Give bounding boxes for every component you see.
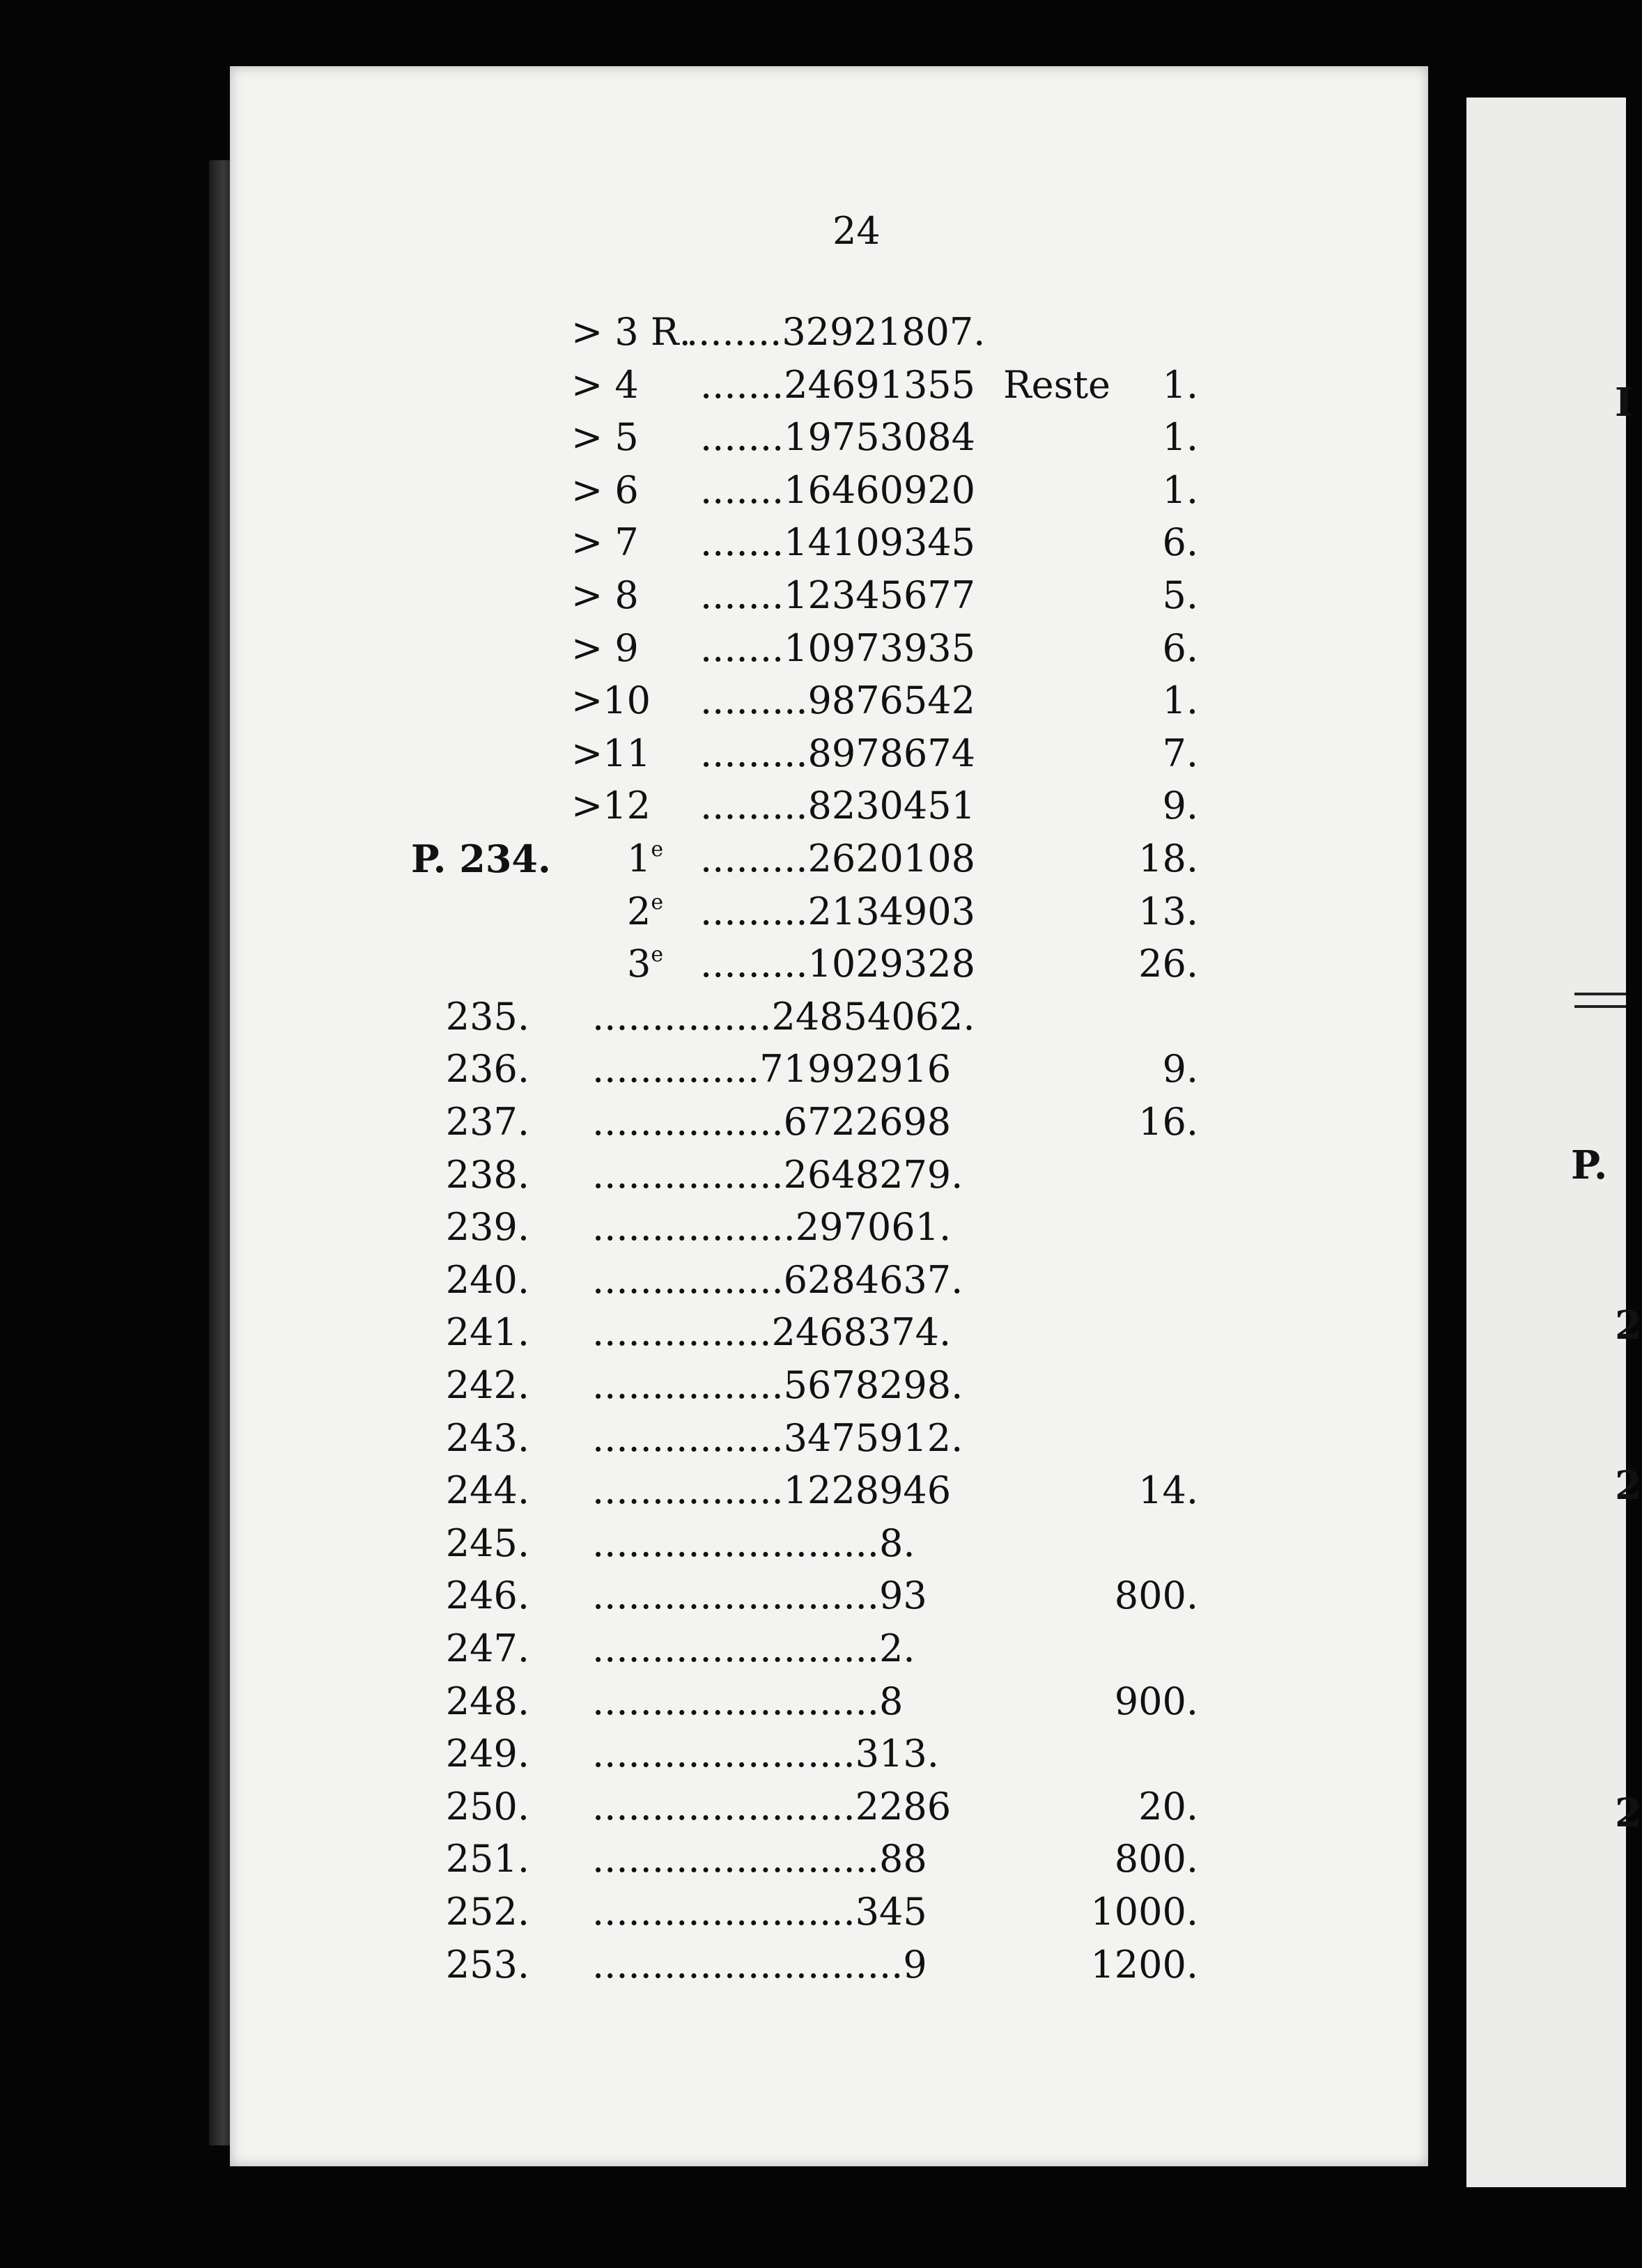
remainder-value: 9. <box>1162 784 1198 828</box>
table-row <box>0 1521 1626 1573</box>
table-row <box>0 626 1626 678</box>
quotient-value: ...............24854062. <box>592 994 975 1039</box>
divisor-label <box>571 626 639 670</box>
table-row <box>0 995 1626 1046</box>
problem-number: 238. <box>445 1152 529 1197</box>
table-row <box>0 1943 1626 1994</box>
quotient-value: .........9876542 <box>700 678 975 723</box>
problem-number: 252. <box>445 1890 529 1934</box>
problem-number: 235. <box>445 994 529 1039</box>
remainder-value: 1000. <box>1090 1890 1198 1934</box>
divisor-text: 3 <box>627 942 651 986</box>
divisor-label <box>571 573 639 617</box>
remainder-value: 13. <box>1138 889 1198 933</box>
remainder-value: 900. <box>1114 1679 1198 1723</box>
table-row <box>0 890 1626 941</box>
problem-number: 241. <box>445 1310 529 1355</box>
ordinal-suffix: e <box>651 942 664 968</box>
problem-number: 249. <box>445 1732 529 1776</box>
divisor-label <box>627 837 663 880</box>
problem-number: 250. <box>445 1784 529 1828</box>
quotient-value: .......16460920 <box>700 467 976 512</box>
divisor-label <box>571 731 651 775</box>
quotient-value: .................297061. <box>592 1205 952 1250</box>
quotient-value: ......................345 <box>592 1890 927 1934</box>
quotient-value: ........32921807. <box>686 310 986 354</box>
table-row <box>0 468 1626 520</box>
divisor-text: > 5 <box>571 415 639 460</box>
table-row <box>0 1732 1626 1783</box>
problem-number: 239. <box>445 1205 529 1250</box>
facing-page-fragment: 2 <box>1615 1303 1642 1349</box>
quotient-value: ........................88 <box>592 1837 927 1881</box>
table-row <box>0 1416 1626 1468</box>
table-row <box>0 1363 1626 1415</box>
table-row <box>0 1047 1626 1098</box>
remainder-value: 6. <box>1162 626 1198 670</box>
facing-page-fragment: 2 <box>1615 1790 1642 1836</box>
facing-page-fragment: I <box>1615 380 1634 426</box>
table-row <box>0 837 1626 888</box>
quotient-value: ......................2286 <box>592 1784 952 1828</box>
quotient-value: ..............71992916 <box>592 1047 952 1092</box>
quotient-value: ........................2. <box>592 1626 915 1670</box>
problem-number: 237. <box>445 1100 529 1144</box>
quotient-value: ........................93 <box>592 1574 927 1618</box>
problem-number: 244. <box>445 1468 529 1513</box>
remainder-value: 18. <box>1138 837 1198 880</box>
divisor-label <box>571 468 639 512</box>
divisor-label <box>571 363 639 407</box>
quotient-value: .........2134903 <box>700 889 975 933</box>
table-row <box>0 1310 1626 1362</box>
quotient-value: .......19753084 <box>700 415 976 460</box>
table-row <box>0 415 1626 467</box>
table-row <box>0 1837 1626 1888</box>
table-row <box>0 731 1626 783</box>
quotient-value: ................5678298. <box>592 1363 963 1407</box>
table-row <box>0 1258 1626 1310</box>
divisor-text: > 3 R. <box>571 310 691 354</box>
ordinal-suffix: e <box>651 837 664 862</box>
table-row <box>0 1153 1626 1204</box>
facing-page-fragment: 2 <box>1615 1463 1642 1509</box>
divisor-text: > 9 <box>571 626 639 670</box>
divisor-text: > 8 <box>571 573 639 617</box>
remainder-value: 20. <box>1138 1784 1198 1828</box>
quotient-value: ..........................9 <box>592 1942 927 1987</box>
remainder-value: 14. <box>1138 1468 1198 1513</box>
problem-number: 251. <box>445 1837 529 1881</box>
table-row <box>0 1205 1626 1257</box>
divisor-text: 2 <box>627 889 651 933</box>
remainder-value: 6. <box>1162 520 1198 565</box>
table-row <box>0 1468 1626 1520</box>
remainder-value: 800. <box>1114 1837 1198 1881</box>
divisor-label <box>571 310 691 354</box>
remainder-value: 16. <box>1138 1100 1198 1144</box>
problem-page-ref: P. 234. <box>411 837 551 881</box>
problem-number: 245. <box>445 1521 529 1565</box>
divisor-label <box>571 520 639 564</box>
quotient-value: .......24691355 <box>700 362 976 407</box>
problem-number: 246. <box>445 1574 529 1618</box>
page-number: 24 <box>832 209 881 253</box>
remainder-value: 800. <box>1114 1574 1198 1618</box>
quotient-value: ........................8. <box>592 1521 915 1565</box>
divisor-text: > 4 <box>571 362 639 407</box>
table-row <box>0 520 1626 572</box>
table-row <box>0 784 1626 835</box>
quotient-value: ................3475912. <box>592 1415 963 1460</box>
ordinal-suffix: e <box>651 890 664 915</box>
remainder-value: 26. <box>1138 942 1198 986</box>
remainder-value: 9. <box>1162 1047 1198 1092</box>
reste-label: Reste <box>1003 362 1110 407</box>
table-row <box>0 1100 1626 1151</box>
divisor-label <box>571 784 651 828</box>
quotient-value: ........................8 <box>592 1679 904 1723</box>
divisor-label <box>571 678 651 722</box>
quotient-value: .........1029328 <box>700 942 975 986</box>
table-row <box>0 363 1626 414</box>
table-row <box>0 678 1626 730</box>
divisor-text: >11 <box>571 731 651 775</box>
problem-number: 248. <box>445 1679 529 1723</box>
problem-number: 253. <box>445 1942 529 1987</box>
remainder-value: 7. <box>1162 731 1198 775</box>
quotient-value: .........8978674 <box>700 731 975 775</box>
quotient-value: .......10973935 <box>700 626 976 670</box>
problem-number: 243. <box>445 1415 529 1460</box>
table-row <box>0 1890 1626 1941</box>
problem-number: 236. <box>445 1047 529 1092</box>
remainder-value: 1. <box>1162 362 1198 407</box>
problem-number: 247. <box>445 1626 529 1670</box>
remainder-value: 1. <box>1162 678 1198 723</box>
quotient-value: ................6722698 <box>592 1100 952 1144</box>
quotient-value: ................6284637. <box>592 1257 963 1302</box>
quotient-value: .........8230451 <box>700 784 975 828</box>
divisor-label <box>627 890 663 933</box>
table-row <box>0 310 1626 362</box>
remainder-value: 1. <box>1162 467 1198 512</box>
remainder-value: 1200. <box>1090 1942 1198 1987</box>
divisor-text: > 6 <box>571 467 639 512</box>
problem-number: 242. <box>445 1363 529 1407</box>
table-row <box>0 1679 1626 1731</box>
quotient-value: ......................313. <box>592 1732 939 1776</box>
divisor-text: >12 <box>571 784 651 828</box>
quotient-value: .......12345677 <box>700 573 976 617</box>
problem-number: 240. <box>445 1257 529 1302</box>
divisor-label <box>571 415 639 459</box>
remainder-value: 1. <box>1162 415 1198 460</box>
quotient-value: ................2648279. <box>592 1152 963 1197</box>
divisor-text: > 7 <box>571 520 639 565</box>
table-row <box>0 1785 1626 1836</box>
facing-page-fragment: P. <box>1571 1142 1608 1188</box>
quotient-value: .......14109345 <box>700 520 976 565</box>
quotient-value: ................1228946 <box>592 1468 952 1513</box>
table-row <box>0 942 1626 993</box>
divisor-text: >10 <box>571 678 651 723</box>
table-row <box>0 573 1626 625</box>
quotient-value: .........2620108 <box>700 837 975 880</box>
divisor-text: 1 <box>627 837 651 880</box>
divisor-label <box>627 942 663 986</box>
remainder-value: 5. <box>1162 573 1198 617</box>
table-row <box>0 1626 1626 1678</box>
table-row <box>0 1574 1626 1625</box>
quotient-value: ...............2468374. <box>592 1310 952 1355</box>
